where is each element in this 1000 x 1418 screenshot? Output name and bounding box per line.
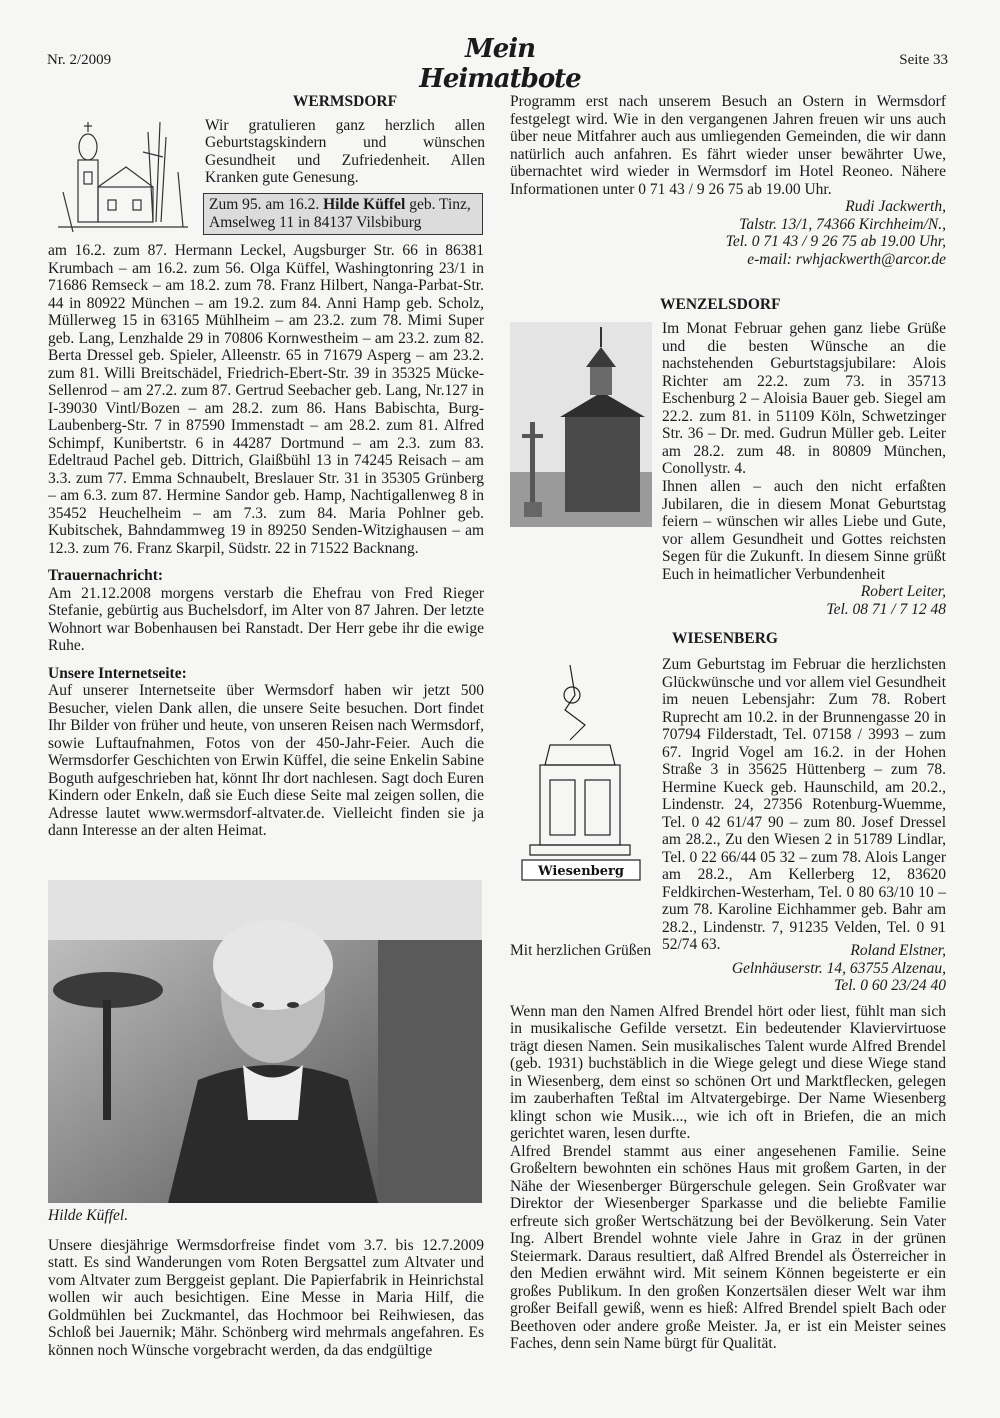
box-text-b: geb. Tinz, Amselweg 11 in 84137 Vilsbiburg [209, 196, 471, 231]
trauer-heading: Trauernachricht: [48, 567, 164, 584]
wiesenberg-emblem-image [510, 655, 650, 885]
leiter-signature-name: Robert Leiter, [860, 583, 946, 600]
box-text-a: Zum 95. am 16.2. [209, 196, 324, 213]
wenzelsdorf-text: Im Monat Februar gehen ganz liebe Grüße und die besten Wünsche an die nachstehenden Geburtstagsjubilare: Alois Richter am 22.2. zum 73. in 35713 Eschenburg 2 – Aloisia Bauer geb. Siegel am 22.2. zum 81. in 51109 Köln, Schwetzinger Str. 36 – Dr. med. Gudrun Müller geb. Leiter am 28.2. zum 48. in 80809 München, Conollystr. 4. [662, 320, 946, 477]
internet-text: Auf unserer Internetseite über Wermsdorf haben wir jetzt 500 Besucher, vielen Dank allen, die unsere Seite besuchen. Dort findet Ihr Bilder von früher und heute, von unseren Reisen nach Wermsdorf, sowie Luftaufnahmen, Fotos von der 450-Jahr-Feier. Auch die Wermsdorfer Geschichten von Erwin Küffel, die seine Enkelin Sabine Boguth aufgeschrieben hat, könnt Ihr dort nachlesen. Sagt doch Euren Kindern oder Enkeln, daß sie Euch diese Seite mal zeigen sollen, die Adresse lautet www.wermsdorf-altvater.de. Vielleicht finden sie ja dann Interesse an der alten Heimat. [48, 682, 484, 839]
reise-continuation: Programm erst nach unserem Besuch an Ostern in Wermsdorf festgelegt wird. Wie in den vergangenen Jahren freuen wir uns auch über neue Mitfahrer auch aus umliegenden Gemeinden, die wir dann natürlich auch anfahren. Es fährt wieder unser bewährter Uwe, übernachtet wird wieder in Wermsdorf im Hotel Reoneo. Nähere Informationen unter 0 71 43 / 9 26 75 ab 19.00 Uhr. [510, 93, 946, 198]
rudi-signature-address: Talstr. 13/1, 74366 Kirchheim/N., [739, 215, 946, 233]
internet-heading: Unsere Internetseite: [48, 664, 187, 682]
brendel-paragraph-2: Alfred Brendel stammt aus einer angesehenen Familie. Seine Großeltern bewohnten ein schönes Haus mit großem Garten, in der Nähe der Wiesenberger Bürgerschule gelegen. Sein Großvater war Direktor der Wiesenberger Sparkasse und die beliebte Familie erfreute sich großer Wertschätzung bei der Bevölkerung. Sein Vater Ing. Albert Brendel wohnte viele Jahre in Graz in der grünen Steiermark. Daraus resultiert, daß Alfred Brendel als Österreicher in den Medien erwähnt wird. Mit seinem Können begeisterte er ein großes Publikum. In den großen Konzertsälen dieser Welt war ihm großer Beifall gewiß, wenn es hieß: Alfred Brendel spielt Bach oder Beethoven oder andere große Meister. Ja, er ist ein Meister seines Faches, denn sein Name bürgt für Qualität. [510, 1142, 946, 1352]
rudi-signature-email: e-mail: rwhjackwerth@arcor.de [747, 250, 946, 268]
wenzelsdorf-text2: Ihnen allen – auch den nicht erfaßten Jubilaren, die in diesem Monat Geburtstag feiern – wünschen wir alles Liebe und Gute, vor allem Gesundheit und Gottes reichsten Segen für die Zukunft. In diesem Sinne grüßt Euch in heimatlicher Verbundenheit [662, 478, 946, 583]
wermsdorf-birthdays: am 16.2. zum 87. Hermann Leckel, Augsburger Str. 66 in 86381 Krumbach – am 16.2. zum 56. Olga Küffel, Washingtonring 23/1 in 71686 Remseck – am 18.2. zum 78. Franz Hilbert, Nanga-Parbat-Str. 44 in 80922 München – am 19.2. zum 84. Anni Hamp geb. Scholz, Müllerweg 15 in 63165 Mühlheim – am 23.2. zum 78. Mimi Super geb. Lang, Lenzhalde 29 in 70806 Kornwestheim – am 23.2. zum 82. Berta Dressel geb. Spieler, Alleenstr. 65 in 71679 Asperg – am 23.2. zum 81. Willi Breitschädel, Friedrich-Ebert-Str. 39 in 35325 Mücke-Sellenrod – am 27.2. zum 87. Gertrud Seebacher geb. Lang, Nr.127 in I-39030 Vintl/Bozen – am 28.2. zum 86. Hans Babischta, Burg-Laubenberg-Str. 7 in 87590 Immenstadt – am 28.2. zum 81. Alfred Schimpf, Kunibertstr. 6 in 44287 Dortmund – am 2.3. zum 83. Edeltraud Pachel geb. Dittrich, Glaißbühl 13 in 74245 Reisach – am 3.3. zum 77. Emma Schnaubelt, Breslauer Str. 31 in 35305 Grünberg – am 6.3. zum 87. Hermine Sandor geb. Hamp, Nachtigallenweg 8 in 35452 Heuchelheim – am 7.3. zum 84. Maria Pohlner geb. Kubitschek, Bahndammweg 19 in 89250 Senden-Witzighausen – am 12.3. zum 76. Franz Skarpil, Südstr. 22 in 71522 Backnang. [48, 242, 484, 557]
issue-number: Nr. 2/2009 [47, 52, 112, 68]
brendel-paragraph-1: Wenn man den Namen Alfred Brendel hört oder liest, fühlt man sich in musikalische Gefilde versetzt. Ein bedeutender Klaviervirtuose trägt diesen Namen. Sein musikalisches Talent wurde Alfred Brendel (geb. 1931) buchstäblich in die Wiege gelegt und diese Wiege stand in Wiesenberg, dem einst so schönen Ort und Marktflecken, gelegen im zauberhaften Teßtal im Altvatergebirge. Der Name Wiesenberg klingt schon wie Musik..., wie ich oft in Briefen, die an mich gerichtet waren, lesen durfte. [510, 1002, 946, 1142]
emblem-label: Wiesenberg [538, 864, 624, 879]
leiter-signature-phone: Tel. 08 71 / 7 12 48 [826, 600, 946, 618]
wenzelsdorf-heading: WENZELSDORF [660, 296, 781, 313]
elstner-signature-address: Gelnhäuserstr. 14, 63755 Alzenau, [731, 959, 946, 977]
elstner-signature-phone: Tel. 0 60 23/24 40 [834, 977, 946, 994]
trauer-text: Am 21.12.2008 morgens verstarb die Ehefrau von Fred Rieger Stefanie, gebürtig aus Buchelsdorf, im Alter von 87 Jahren. Der letzte Wohnort war Bobenhausen bei Ranstadt. Der Herr gebe ihr die ewige Ruhe. [48, 584, 484, 654]
reise-text: Unsere diesjährige Wermsdorfreise findet vom 3.7. bis 12.7.2009 statt. Es sind Wanderungen vom Roten Bergsattel zum Altvater und vom Altvater zum Berggeist geplant. Die Papierfabrik in Heinrichstal wollen wir auch besichtigen. Eine Messe in Maria Hilf, die Goldmühlen bei Zuckmantel, das Hochmoor bei Reihwiesen, das Schloß bei Jauernik; Mähr. Schönberg wird mehrmals angefahren. Es können noch Wünsche vorgebracht werden, da das endgültige [48, 1236, 484, 1359]
highlight-box [203, 193, 483, 235]
wiesenberg-greeting: Mit herzlichen Grüßen [510, 942, 652, 959]
wermsdorf-intro: Wir gratulieren ganz herzlich allen Geburtstagskindern und wünschen Gesundheit und Zufriedenheit. Allen Kranken gute Genesung. [205, 116, 485, 186]
hilde-kueffel-photo [48, 880, 482, 1203]
page-number: Seite 33 [899, 52, 948, 68]
photo-caption: Hilde Küffel. [48, 1207, 129, 1224]
rudi-signature-phone: Tel. 0 71 43 / 9 26 75 ab 19.00 Uhr, [725, 233, 946, 250]
masthead-logo: Mein Heimatbote [419, 34, 581, 94]
box-name: Hilde Küffel [323, 196, 406, 213]
wiesenberg-text: Zum Geburtstag im Februar die herzlichsten Glückwünsche und vor allem viel Gesundheit im neuen Lebensjahr: Zum 78. Robert Ruprecht am 10.2. in der Brunnengasse 20 in 70794 Filderstadt, Tel. 07158 / 3993 – zum 67. Ingrid Vogel am 16.2. in der Hohen Straße 3 in 35625 Hüttenberg – zum 78. Hermine Kueck geb. Haunschild, am 20.2., Lindenstr. 24, 27356 Rotenburg-Wuemme, Tel. 0 42 61/47 90 – zum 80. Josef Dressel am 28.2., Zu den Wiesen 2 in 51789 Lindlar, Tel. 0 22 66/44 05 32 – zum 78. Alois Langer am 28.2., Am Kellerberg 12, 83620 Feldkirchen-Westerham, Tel. 0 80 63/10 10 – zum 78. Karoline Eichhammer geb. Bahr am 28.2., Lindenstr. 7, 91235 Velden, Tel. 0 91 52/74 63. [662, 656, 946, 953]
elstner-signature-name: Roland Elstner, [850, 942, 946, 959]
rudi-signature-name: Rudi Jackwerth, [845, 198, 946, 215]
wiesenberg-heading: WIESENBERG [672, 630, 778, 647]
wermsdorf-heading: WERMSDORF [292, 93, 398, 110]
church-sketch-image [48, 112, 198, 237]
